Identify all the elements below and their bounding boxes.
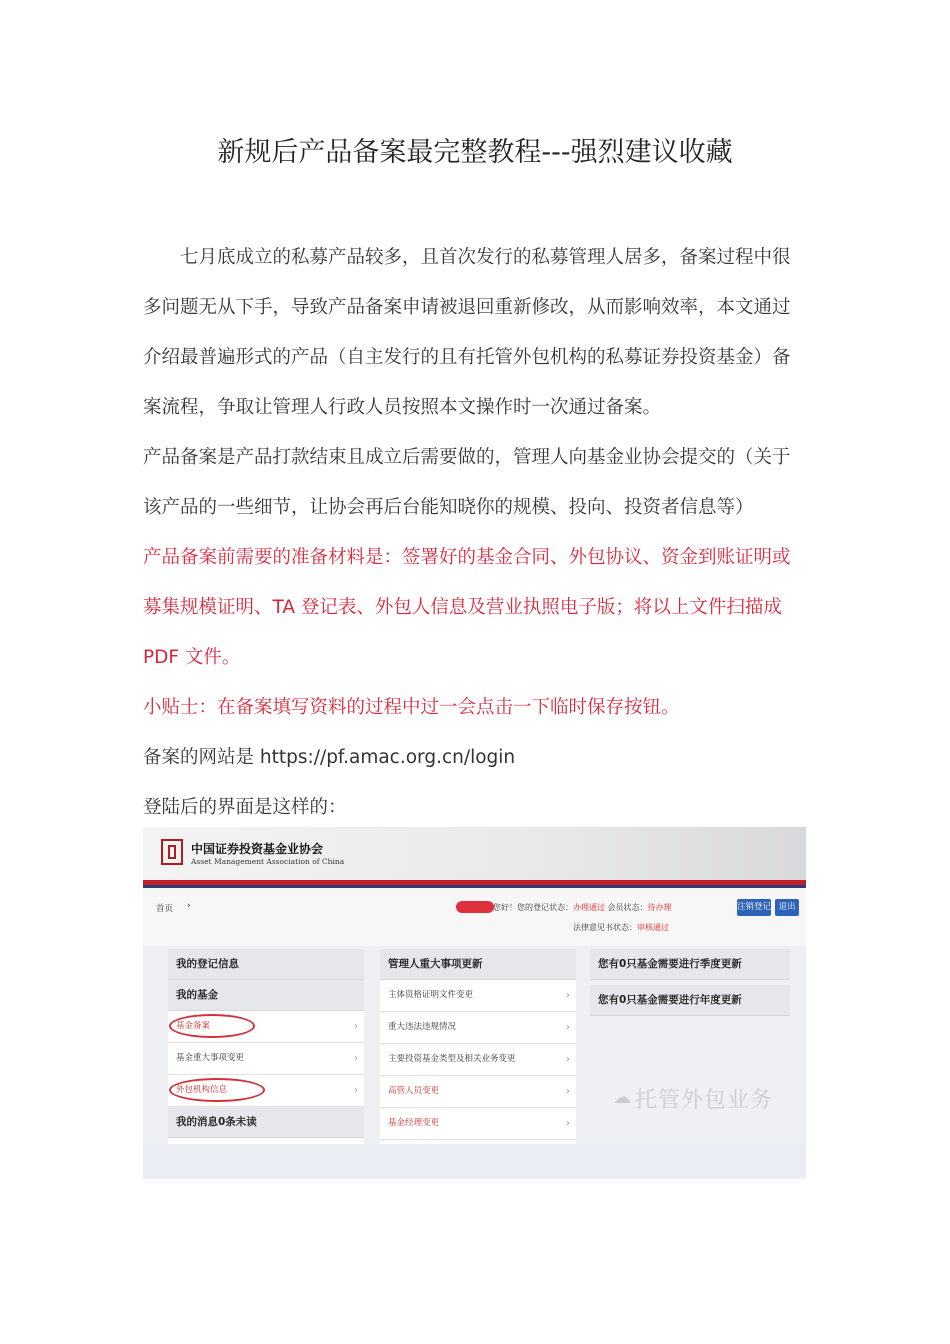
amac-logo-icon [161,839,183,865]
chevron-right-icon: › [354,1021,358,1032]
manager-updates-head: 管理人重大事项更新 [380,949,576,980]
status-area [143,888,806,946]
update-item[interactable]: 高管人员变更 › [380,1076,576,1108]
annual-update-notice[interactable]: 您有0只基金需要进行年度更新 [590,985,790,1016]
chevron-right-icon: › [566,990,570,1001]
embedded-screenshot [143,827,806,1179]
highlight-circle [169,1078,265,1102]
footer-strip [143,1144,806,1179]
menu-head-registration[interactable]: 我的登记信息 [168,949,364,980]
org-name-en: Asset Management Association of China [191,857,345,866]
menu-item-fund-filing[interactable]: 基金备案 › [168,1011,364,1043]
manager-updates-panel [380,949,576,1144]
paragraph-definition: 产品备案是产品打款结束且成立后需要做的，管理人向基金业协会提交的（关于该产品的一些细节，让协会再后台能知晓你的规模、投向、投资者信息等） [143,447,791,518]
registration-status: 您好！您的登记状态：办理通过 会员状态：待办理 [493,903,672,912]
breadcrumb-chevron-icon: › [187,901,191,911]
chevron-right-icon: › [566,1022,570,1033]
org-name-cn: 中国证券投资基金业协会 [191,842,324,856]
chevron-right-icon: › [566,1086,570,1097]
quarterly-update-notice[interactable]: 您有0只基金需要进行季度更新 [590,949,790,980]
site-header [143,827,806,882]
update-item[interactable]: 重大违法违规情况 › [380,1012,576,1044]
paragraph-tip: 小贴士：在备案填写资料的过程中过一会点击一下临时保存按钮。 [143,697,680,718]
chevron-right-icon: › [354,1085,358,1096]
wechat-icon: ☁ [613,1087,631,1108]
chevron-right-icon: › [354,1053,358,1064]
chevron-right-icon: › [566,1118,570,1129]
page-title: 新规后产品备案最完整教程---强烈建议收藏 [217,137,733,168]
paragraph-materials: 产品备案前需要的准备材料是：签署好的基金合同、外包协议、资金到账证明或募集规模证明、TA 登记表、外包人信息及营业执照电子版；将以上文件扫描成 PDF 文件。 [143,547,791,668]
highlight-circle [169,1014,255,1038]
menu-head-my-funds[interactable]: 我的基金 [168,980,364,1011]
legal-opinion-status: 法律意见书状态：审核通过 [573,923,669,932]
update-item[interactable]: 基金经理变更 › [380,1108,576,1140]
paragraph-login-caption: 登陆后的界面是这样的： [143,797,347,818]
paragraph-website: 备案的网站是 https://pf.amac.org.cn/login [143,747,516,768]
exit-button[interactable]: 退出 [775,899,799,916]
left-menu [168,949,364,1144]
watermark-text: 托管外包业务 [635,1088,774,1113]
cancel-registration-button[interactable]: 注销登记 [737,899,771,916]
menu-item-outsourcing-info[interactable]: 外包机构信息 › [168,1075,364,1107]
menu-head-messages[interactable]: 我的消息0条未读 [168,1107,364,1138]
fund-update-notices [590,949,790,1009]
paragraph-intro: 七月底成立的私募产品较多，且首次发行的私募管理人居多，备案过程中很多问题无从下手，导致产品备案申请被退回重新修改，从而影响效率，本文通过介绍最普遍形式的产品（自主发行的且有托管外包机构的私募证券投资基金）备案流程，争取让管理人行政人员按照本文操作时一次通过备案。 [143,247,791,418]
article-body [143,233,808,833]
breadcrumb-home[interactable]: 首页 [156,904,174,914]
redacted-username [456,901,494,913]
update-item[interactable]: 主要投资基金类型及相关业务变更 › [380,1044,576,1076]
menu-item-fund-major-change[interactable]: 基金重大事项变更 › [168,1043,364,1075]
update-item[interactable]: 主体资格证明文件变更 › [380,980,576,1012]
chevron-right-icon: › [566,1054,570,1065]
